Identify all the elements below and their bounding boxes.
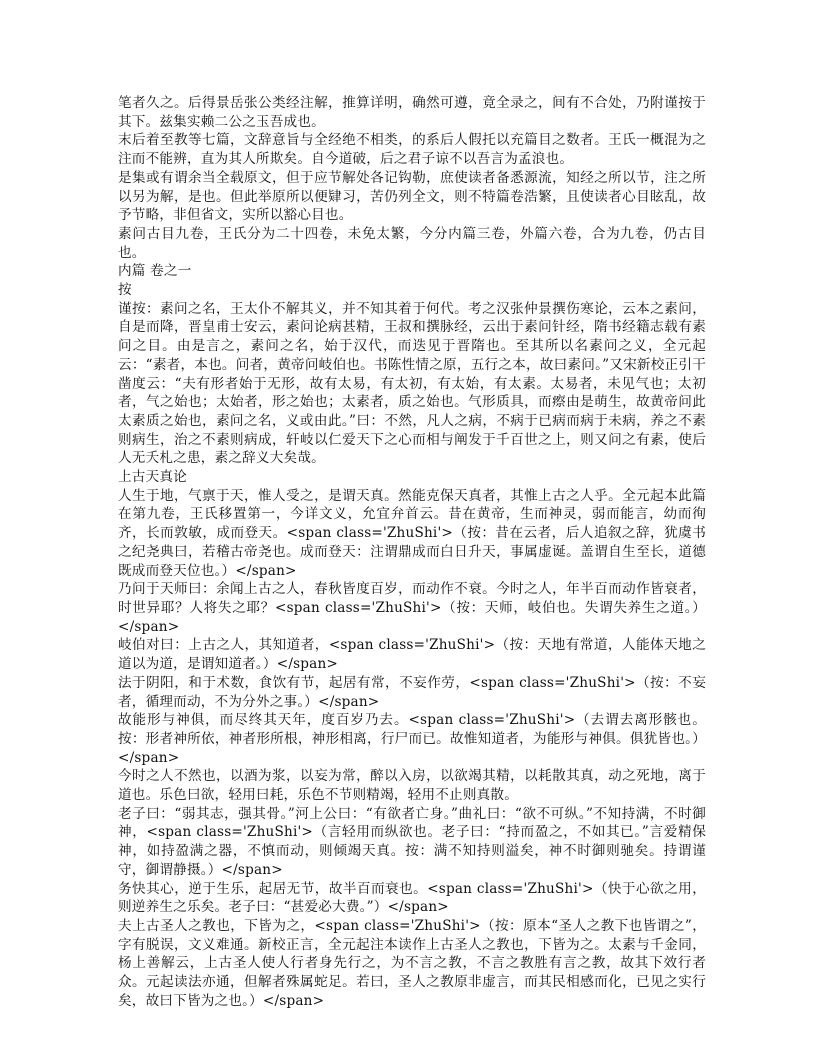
document-page: [118, 94, 706, 1010]
paragraph-body-9: 夫上古圣人之教也，下皆为之，<span class='ZhuShi'>（按：原本“圣人之教下也皆谓之”，字有脱误，文义难通。新校正言，全元起注本读作上古圣人之教也，下皆为之。太素与千金同，杨上善解云，上古圣人使人行者身先行之，为不言之教，不言之教胜有言之教，故其下效行者众。元起读法亦通，但解者殊属蛇足。若曰，圣人之教原非虚言，而其民相感而化，已见之实行矣，故曰下皆为之也。）</span>: [118, 917, 706, 1009]
paragraph-intro-2: 末后着至教等七篇，文辞意旨与全经绝不相类，的系后人假托以充篇目之数者。王氏一概混为之注而不能辨，直为其人所欺矣。自今道破，后之君子谅不以吾言为孟浪也。: [118, 132, 706, 168]
section-heading-volume: 内篇 卷之一: [118, 263, 192, 280]
paragraph-body-3: 岐伯对曰：上古之人，其知道者，<span class='ZhuShi'>（按：天地有常道，人能体天地之道以为道，是谓知道者。）</span>: [118, 637, 706, 673]
paragraph-note-suwen: 谨按：素问之名，王太仆不解其义，并不知其着于何代。考之汉张仲景撰伤寒论，云本之素问，自是而降，晋皇甫士安云，素问论病甚精，王叔和撰脉经，云出于素问针经，隋书经籍志载有素问之目。由是言之，素问之名，始于汉代，而迭见于晋隋也。至其所以名素问之义，全元起云：“素者，本也。问者，黄帝问岐伯也。书陈性情之原，五行之本，故曰素问。”又宋新校正引干凿度云：“夫有形者始于无形，故有太易，有太初，有太始，有太素。太易者，未见气也；太初者，气之始也；太始者，形之始也；太素者，质之始也。气形质具，而瘵由是萌生，故黄帝问此太素质之始也，素问之名，义或由此。”曰：不然，凡人之病，不病于已病而病于未病，养之不素则病生，治之不素则病成，轩岐以仁爱天下之心而相与阐发于千百世之上，则又问之有素，使后人无夭札之患，素之辞义大矣哉。: [118, 300, 706, 467]
paragraph-body-5: 故能形与神俱，而尽终其天年，度百岁乃去。<span class='ZhuShi'>（去谓去离形骸也。按：形者神所依，神者形所根，神形相离，行尸而已。故惟知道者，为能形与神俱。俱犹皆也。）</span>: [118, 712, 706, 766]
paragraph-intro-3: 是集或有谓余当全载原文，但于应节解处各记钩勒，庶使读者备悉源流，知经之所以节，注之所以另为解，是也。但此举原所以便肄习，苦仍列全文，则不特篇卷浩繁，且使读者心目眩乱，故予节略，非但省文，实所以豁心目也。: [118, 169, 706, 224]
paragraph-intro-4: 素问古目九卷，王氏分为二十四卷，未免太繁，今分内篇三卷，外篇六卷，合为九卷，仍古目也。: [118, 225, 706, 261]
paragraph-body-7: 老子曰：“弱其志，强其骨。”河上公曰：“有欲者亡身。”曲礼曰：“欲不可纵。”不知持满，不时御神，<span class='ZhuShi'>（言轻用而纵欲也。老子曰：“持而盈之，不如其已。”言爱精保神，如持盈满之器，不慎而动，则倾竭天真。按：满不知持则溢矣，神不时御则驰矣。持谓谨守，御谓静摄。）</span>: [118, 805, 706, 878]
paragraph-body-8: 务快其心，逆于生乐，起居无节，故半百而衰也。<span class='ZhuShi'>（快于心欲之用，则逆养生之乐矣。老子曰：“甚爱必大费。”）</span>: [118, 880, 706, 916]
paragraph-body-1: 人生于地，气禀于天，惟人受之，是谓天真。然能克保天真者，其惟上古之人乎。全元起本此篇在第九卷，王氏移置第一，今详文义，允宜弁首云。昔在黄帝，生而神灵，弱而能言，幼而徇齐，长而敦敏，成而登天。<span class='ZhuShi'>（按：昔在云者，后人追叙之辞，犹虞书之纪尧典曰，若稽古帝尧也。成而登天：注谓鼎成而白日升天，事属虚诞。盖谓自生至长，道德既成而登天位也。）</span>: [118, 487, 706, 579]
section-heading-note: 按: [118, 282, 132, 299]
paragraph-intro-1: 笔者久之。后得景岳张公类经注解，推算详明，确然可遵，竟全录之，间有不合处，乃附谨按于其下。兹集实赖二公之玉吾成也。: [118, 95, 706, 130]
paragraph-body-4: 法于阴阳，和于术数，食饮有节，起居有常，不妄作劳，<span class='ZhuShi'>（按：不妄者，循理而动，不为分外之事。）</span>: [118, 674, 706, 710]
paragraph-body-2: 乃问于天师曰：余闻上古之人，春秋皆度百岁，而动作不衰。今时之人，年半百而动作皆衰者，时世异耶？人将失之耶？<span class='ZhuShi'>（按：天师，岐伯也。失谓失养生之道。）</span>: [118, 581, 706, 635]
paragraph-body-6: 今时之人不然也，以酒为浆，以妄为常，醉以入房，以欲竭其精，以耗散其真，动之死地，离于道也。乐色曰欲，轻用曰耗，乐色不节则精竭，轻用不止则真散。: [118, 768, 706, 804]
chapter-title: 上古天真论: [118, 469, 187, 486]
